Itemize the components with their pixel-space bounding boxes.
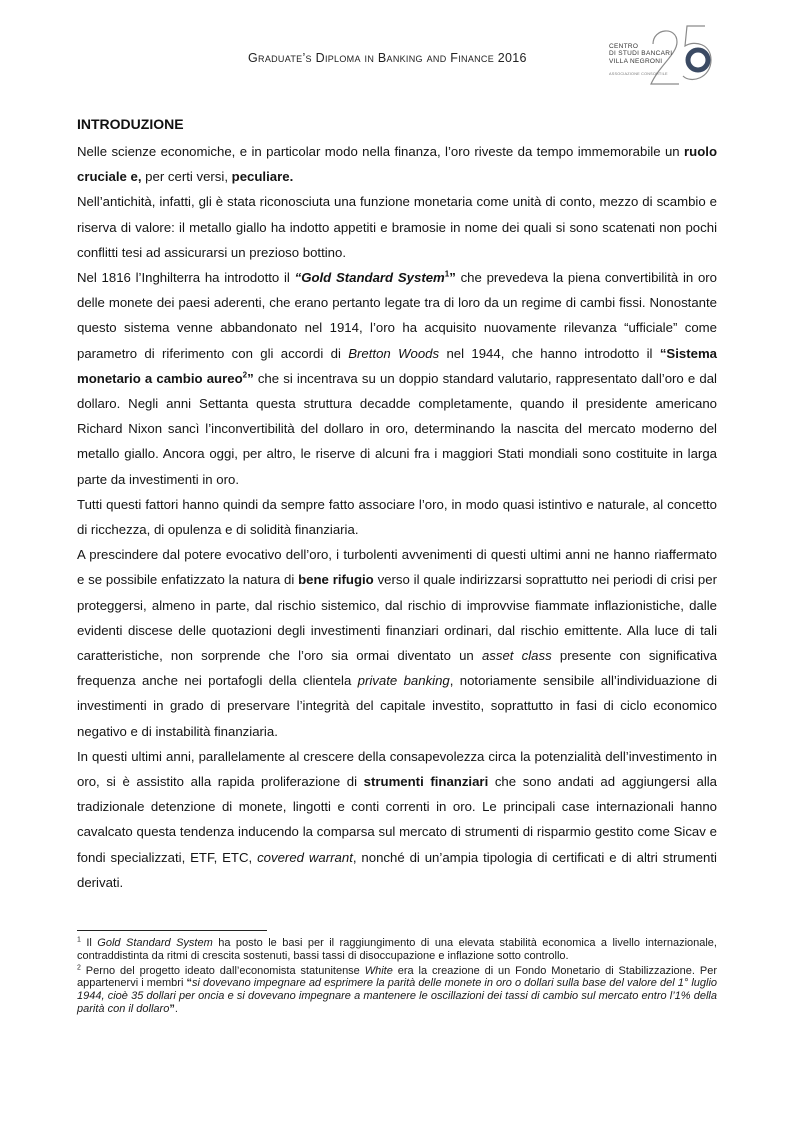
paragraph-1 — [77, 139, 717, 189]
page-header — [0, 0, 794, 100]
p3-bold-1-end: ” — [449, 270, 456, 286]
p5-italic-asset-class: asset class — [481, 648, 552, 664]
p3-text-e: che si incentrava su un doppio standard valutario, rappresentato dall’oro e dal dollaro. Negli anni Settanta questa struttura decadde completamente, quando il presidente americano Richard Nixon sancì l’inconvertibilità del dollaro in oro, determinando la nascita del mercato moderno del metallo giallo. Ancora oggi, per altro, le riserve di alcuni fra i maggiori Stati mondiali sono costituite in larga parte da investimenti in oro. — [77, 370, 717, 487]
paragraph-2 — [77, 189, 717, 265]
p3-bold-sistema-monetario: “Sistema monetario a cambio aureo — [77, 345, 718, 386]
footnote-2 — [77, 965, 717, 1016]
fn2-quote-open: “ — [186, 977, 192, 990]
p3-bold-gold-standard: “Gold Standard System — [294, 270, 445, 286]
logo-line-1: CENTRO — [609, 43, 639, 50]
p1-bold-2: peculiare. — [231, 169, 294, 185]
p1-text-a: Nelle scienze economiche, e in particolar modo nella finanza, l’oro riveste da tempo immemorabile un — [77, 144, 685, 159]
p3-text-c: che prevedeva la piena convertibilità in oro delle monete dei paesi aderenti, che erano pertanto legate tra di loro da un regime di cambi fissi. Nonostante questo sistema venne abbandonato nel 1914, l’oro ha acquisito nuovamente rilevanza “ufficiale” come parametro di riferimento con gli accordi di — [77, 270, 718, 361]
fn1-text-a: Il — [80, 937, 98, 949]
fn2-italic-quote: si dovevano impegnare ad esprimere la parità delle monete in oro o dollari sulla base del valore del 1° luglio 1944, cioè 35 dollari per oncia e si dovevano impegnare a mantenere le oscillazioni dei tassi di cambio sul mercato entro l’1% della parità con il dollaro — [77, 977, 718, 1015]
p6-text-a: In questi ultimi anni, parallelamente al crescere della consapevolezza circa la potenzialità dell’investimento in oro, si è assistito alla rapida proliferazione di — [77, 748, 717, 790]
p5-bold-bene-rifugio: bene rifugio — [298, 572, 374, 588]
fn1-text-b: ha posto le basi per il raggiungimento di una elevata stabilità economica a livello internazionale, contraddistinta da ritmi di crescita sostenuti, bassi tassi di disoccupazione e inflazione sotto controllo. — [77, 937, 717, 962]
logo — [609, 22, 713, 88]
fn2-text-c: . — [174, 1002, 178, 1015]
fn2-quote-close: ” — [169, 1002, 175, 1015]
p6-text-c: che sono andati ad aggiungersi alla tradizionale detenzione di monete, lingotti e conti correnti in oro. Le principali case internazionali hanno cavalcato questa tendenza inducendo la comparsa sul mercato di strumenti di risparmio gestito come Sicav e fondi specializzati, ETF, ETC, — [77, 774, 718, 865]
p5-italic-private-banking: private banking — [357, 673, 450, 689]
p6-bold-strumenti-finanziari: strumenti finanziari — [363, 774, 489, 790]
fn2-italic-white: White — [364, 964, 393, 977]
p1-text-c: per certi versi, — [141, 169, 232, 185]
p5-text-a: A prescindere dal potere evocativo dell’oro, i turbolenti avvenimenti di questi ultimi anni ne hanno riaffermato e se possibile enfatizzato la natura di — [77, 547, 717, 588]
paragraph-6 — [77, 744, 717, 895]
p5-text-c: verso il quale indirizzarsi soprattutto nei periodi di crisi per proteggersi, almeno in parte, dal rischio sistemico, dal rischio di improvvise fiammate inflazionistiche, dalle evidenti discese delle quotazioni degli investimenti finanziari ordinari, dal rischio emittente. Alla luce di tali caratteristiche, non sorprende che l’oro sia ormai diventato un — [77, 572, 717, 664]
p5-text-d: presente con significativa frequenza anche nei portafogli della clientela — [77, 648, 717, 689]
logo-line-3: VILLA NEGRONI — [609, 57, 663, 65]
p2-text: Nell’antichità, infatti, gli è stata riconosciuta una funzione monetaria come unità di conto, mezzo di scambio e riserva di valore: il metallo giallo ha indotto appetiti e bramosie in nome dei quali si sono scatenati non pochi conflitti tesi ad assicurarsi un prezioso bottino. — [77, 194, 717, 260]
p3-text-d: nel 1944, che hanno introdotto il — [439, 345, 660, 361]
logo-text — [609, 43, 677, 65]
paragraph-5 — [77, 542, 717, 744]
fn1-italic: Gold Standard System — [97, 937, 213, 949]
fn2-text-b: era la creazione di un Fondo Monetario di Stabilizzazione. Per appartenervi i membri — [77, 964, 717, 990]
logo-line-2: DI STUDI BANCARI — [609, 50, 673, 58]
footnote-ref-2[interactable]: 2 — [242, 370, 248, 380]
section-title: INTRODUZIONE — [77, 116, 184, 132]
p6-text-d: , nonché di un’ampia tipologia di certificati e di altri strumenti derivati. — [77, 849, 717, 890]
paragraph-4 — [77, 492, 717, 542]
header-title: Graduate’s Diploma in Banking and Finance 2016 — [248, 51, 527, 65]
p3-italic-bretton-woods: Bretton Woods — [348, 345, 440, 361]
p1-bold-1: ruolo cruciale e, — [77, 144, 717, 185]
logo-tagline: ASSOCIAZIONE CONSORTILE — [609, 72, 668, 76]
main-content — [77, 113, 717, 895]
footnote-divider — [77, 930, 267, 931]
p5-text-e: , notoriamente sensibile all’individuazione di investimenti in grado di preservare l’integrità del capitale investito, soprattutto in fasi di ciclo economico negativo e di instabilità finanziaria. — [77, 673, 717, 739]
p3-bold-2-end: ” — [247, 370, 254, 386]
footnote-2-number: 2 — [77, 963, 81, 971]
paragraph-3 — [77, 265, 717, 492]
footnote-ref-1[interactable]: 1 — [444, 269, 450, 279]
p6-italic-covered-warrant: covered warrant — [257, 849, 353, 865]
fn2-text-a: Perno del progetto ideato dall’economista statunitense — [80, 964, 365, 977]
footnote-1 — [77, 937, 717, 963]
footnotes — [77, 930, 717, 1018]
footnote-1-number: 1 — [77, 936, 81, 944]
p4-text: Tutti questi fattori hanno quindi da sempre fatto associare l’oro, in modo quasi istintivo e naturale, al concetto di ricchezza, di opulenza e di solidità finanziaria. — [77, 496, 717, 538]
p3-text-a: Nel 1816 l’Inghilterra ha introdotto il — [77, 270, 295, 286]
